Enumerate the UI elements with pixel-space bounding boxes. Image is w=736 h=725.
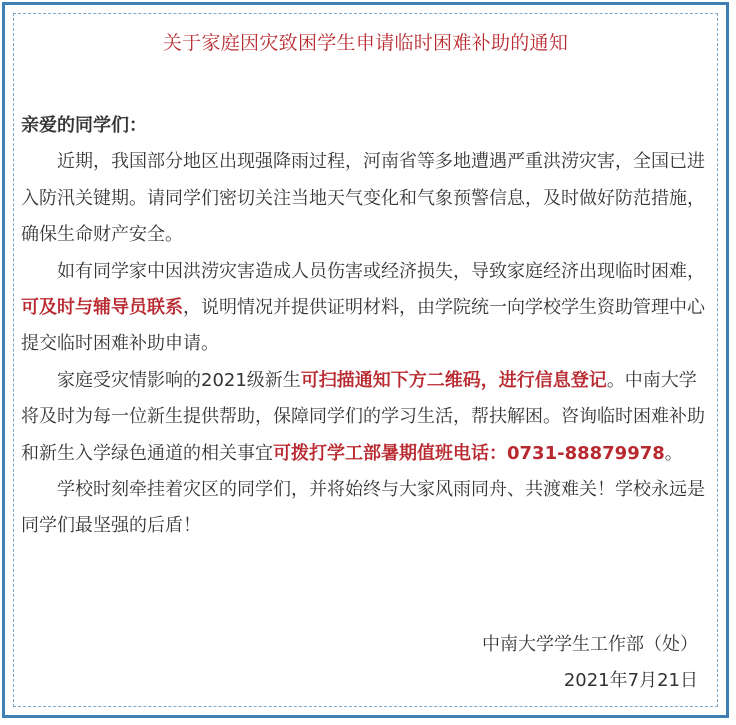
paragraph-text: 。 xyxy=(664,442,683,464)
paragraph-text: ，说明情况并提供证明材料，由学院统一向学校学生资助管理中心提交临时困难补助申请。 xyxy=(21,297,705,355)
paragraph-new-students xyxy=(21,363,713,472)
notice-title: 关于家庭因灾致困学生申请临时困难补助的通知 xyxy=(162,32,569,54)
signature-date: 2021年7月21日 xyxy=(563,670,698,691)
notice-frame xyxy=(2,2,729,718)
highlight-scan-qr-code: 可扫描通知下方二维码，进行信息登记 xyxy=(300,369,607,391)
notice-body xyxy=(21,108,713,545)
paragraph-closing: 学校时刻牵挂着灾区的同学们，并将始终与大家风雨同舟、共渡难关！学校永远是同学们最坚强的后盾！ xyxy=(21,479,705,537)
highlight-contact-counselor: 可及时与辅导员联系 xyxy=(21,297,183,319)
paragraph-flood-warning: 近期，我国部分地区出现强降雨过程，河南省等多地遭遇严重洪涝灾害，全国已进入防汛关键期。请同学们密切关注当地天气变化和气象预警信息，及时做好防范措施，确保生命财产安全。 xyxy=(21,151,705,246)
paragraph-text: 。中南大学将及时为每一位新生提供帮助，保障同学们的学习生活，帮扶解困。咨询临时困难补助和新生入学绿色通道的相关事宜 xyxy=(21,369,705,464)
highlight-duty-phone: 可拨打学工部暑期值班电话：0731-88879978 xyxy=(273,442,665,464)
paragraph-text: 如有同学家中因洪涝灾害造成人员伤害或经济损失，导致家庭经济出现临时困难， xyxy=(57,260,705,282)
salutation: 亲爱的同学们： xyxy=(21,115,147,136)
signature-organization: 中南大学学生工作部（处） xyxy=(482,634,698,655)
paragraph-text: 家庭受灾情影响的2021级新生 xyxy=(57,369,301,391)
paragraph-subsidy-application xyxy=(21,254,713,363)
signature-block xyxy=(482,627,698,699)
